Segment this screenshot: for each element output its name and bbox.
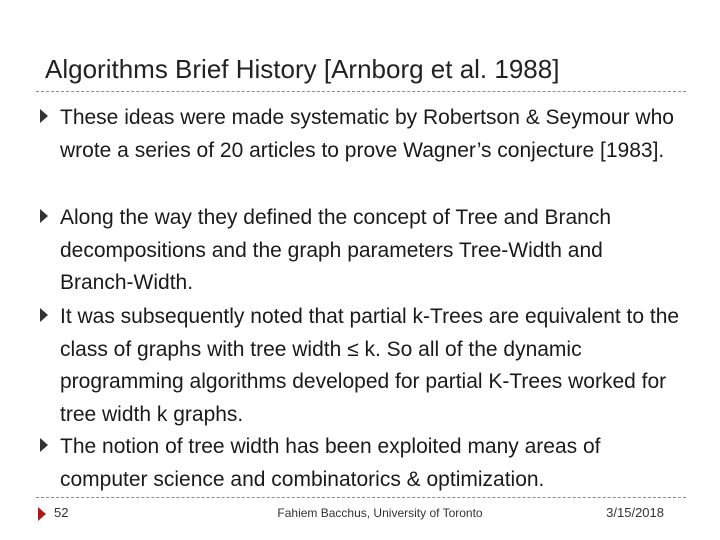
bullet-text: The notion of tree width has been exploited many areas of computer science and combinatorics & optimization. [60,435,601,491]
triangle-right-icon [38,507,46,521]
bullet-item [36,102,686,167]
page-number: 52 [54,505,69,520]
triangle-right-icon [40,209,48,223]
slide-title: Algorithms Brief History [Arnborg et al. 1988] [45,54,560,84]
footer-author: Fahiem Bacchus, University of Toronto [277,506,483,520]
bullet-text: Along the way they defined the concept of Tree and Branch decompositions and the graph parameters Tree-Width and Branch-Width. [60,206,612,294]
footer-divider [36,497,686,498]
triangle-right-icon [40,308,48,322]
bullet-text: It was subsequently noted that partial k-Trees are equivalent to the class of graphs with tree width ≤ k. So all of the dynamic programming algorithms developed for partial K-Trees worked for tree width k graphs. [60,305,680,426]
bullet-item [36,431,686,496]
bullet-item [36,202,686,300]
bullet-text: These ideas were made systematic by Robertson & Seymour who wrote a series of 20 articles to prove Wagner’s conjecture [1983]. [60,106,674,162]
footer-date: 3/15/2018 [606,505,664,520]
triangle-right-icon [40,438,48,452]
title-divider [36,91,686,92]
bullet-item [36,301,686,431]
triangle-right-icon [40,109,48,123]
